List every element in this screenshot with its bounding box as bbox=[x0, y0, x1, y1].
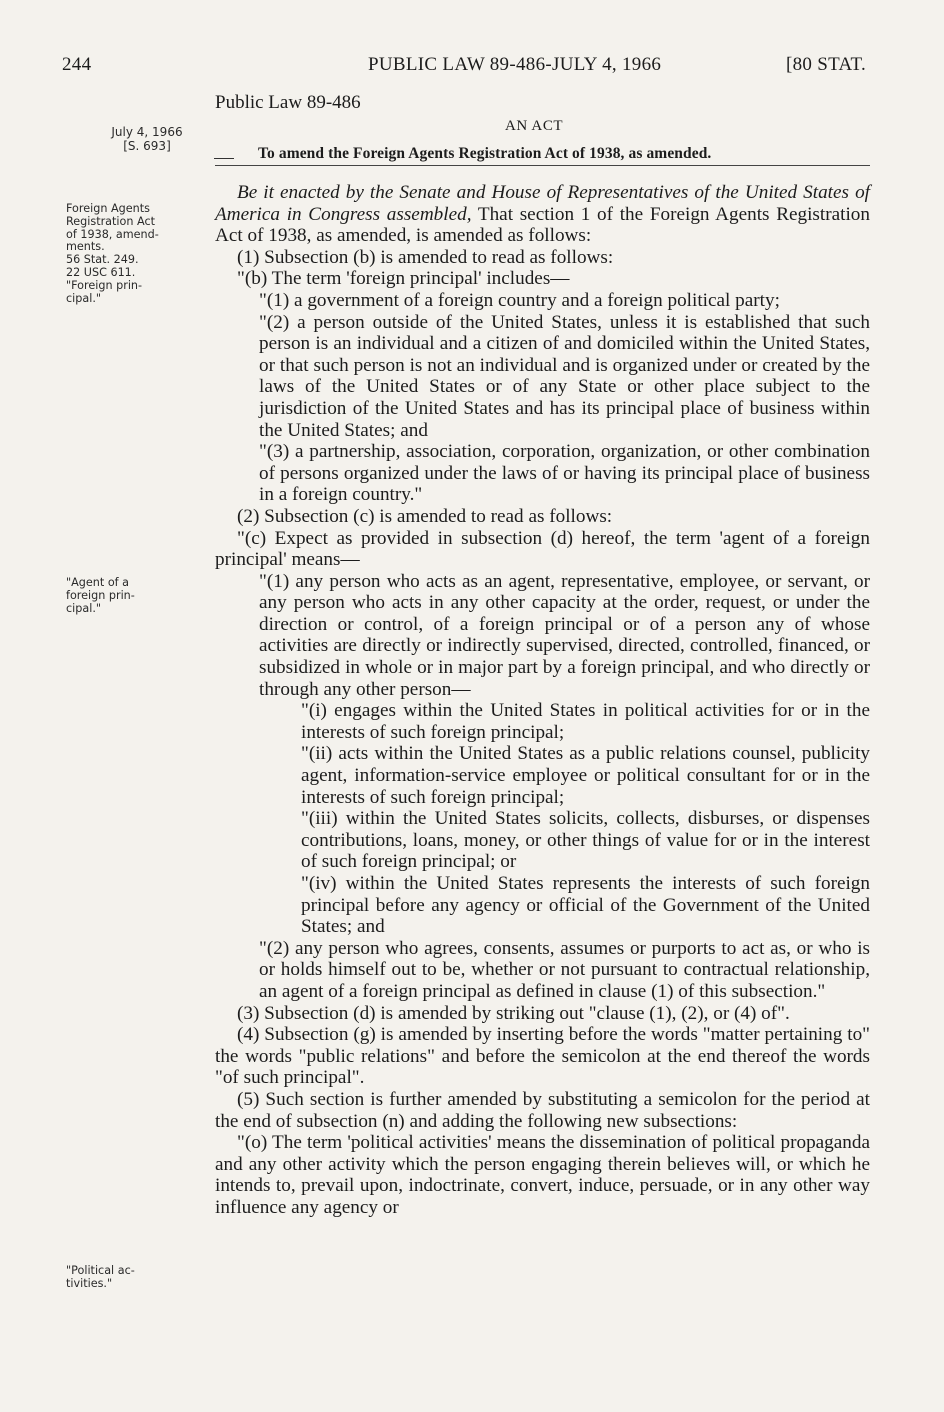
margin-divider bbox=[214, 158, 234, 159]
margin-line: Registration Act bbox=[66, 214, 156, 228]
paragraph: (2) Subsection (c) is amended to read as follows: bbox=[237, 505, 613, 527]
paragraph: "(b) The term 'foreign principal' includes— bbox=[237, 268, 570, 290]
paragraph: "(2) any person who agrees, consents, assumes or purports to act as, or who is or holds himself out to be, whether or not pursuant to contractual relationship, an agent of a foreign principal as defined in clause (1) of this subsection." bbox=[259, 937, 870, 1002]
margin-line: 22 USC 611. bbox=[66, 265, 136, 279]
margin-line: cipal." bbox=[66, 601, 102, 615]
margin-note-far bbox=[66, 203, 236, 305]
paragraph: "(i) engages within the United States in political activities for or in the interests of such foreign principal; bbox=[301, 700, 870, 743]
act-heading: AN ACT bbox=[505, 118, 564, 134]
body-text bbox=[215, 182, 870, 1219]
paragraph: "(1) a government of a foreign country and a foreign political party; bbox=[259, 289, 780, 311]
enacting-rest: That section 1 of the Foreign Agents Registration Act of 1938, as amended, is amended as follows: bbox=[215, 203, 870, 247]
margin-line: "Foreign prin- bbox=[66, 278, 143, 292]
paragraph: (4) Subsection (g) is amended by inserting before the words "matter pertaining to" the words "public relations" and before the semicolon at the end thereof the words "of such principal". bbox=[215, 1024, 870, 1089]
enacting-italic: Be it enacted by the Senate and House of Representatives of the United States of America in Congress assembled, bbox=[215, 182, 870, 225]
page-number: 244 bbox=[62, 54, 92, 75]
margin-line: "Political ac- bbox=[66, 1264, 135, 1277]
margin-line: ments. bbox=[66, 240, 105, 254]
paragraph: "(iv) within the United States represents the interests of such foreign principal before any agency or official of the Government of the United States; and bbox=[301, 873, 870, 938]
paragraph: "(2) a person outside of the United States, unless it is established that such person is an individual and a citizen of and domiciled within the United States, or that such person is not an individual and is organized under or created by the laws of the United States or of any State or other place subject to the jurisdiction of the United States and has its principal place of business within the United States; and bbox=[259, 311, 870, 441]
margin-date-note bbox=[92, 125, 202, 153]
paragraph: (5) Such section is further amended by substituting a semicolon for the period at the end of subsection (n) and adding the following new subsections: bbox=[215, 1088, 870, 1132]
paragraph: "(c) Expect as provided in subsection (d) hereof, the term 'agent of a foreign principal' means— bbox=[215, 527, 870, 571]
paragraph: (3) Subsection (d) is amended by striking out "clause (1), (2), or (4) of". bbox=[237, 1002, 790, 1024]
paragraph: "(1) any person who acts as an agent, representative, employee, or servant, or any person who acts in any other capacity at the order, request, or under the direction or control, of a foreign principal or of a person any of whose activities are directly or indirectly supervised, directed, controlled, financed, or subsidized in whole or in major part by a foreign principal, and who directly or through any other person— bbox=[259, 570, 870, 700]
margin-line: 56 Stat. 249. bbox=[66, 253, 139, 267]
paragraph: "(iii) within the United States solicits, collects, disburses, or dispenses contributions, loans, money, or other things of value for or in the interest of such foreign principal; or bbox=[301, 808, 870, 873]
margin-bill: [S. 693] bbox=[123, 139, 171, 153]
paragraph: "(ii) acts within the United States as a public relations counsel, publicity agent, information-service employee or political consultant for or in the interests of such foreign principal; bbox=[301, 743, 870, 808]
margin-note-agent bbox=[66, 577, 236, 615]
enacting-clause bbox=[215, 182, 870, 247]
volume-ref: [80 STAT. bbox=[786, 54, 866, 75]
paragraph: "(3) a partnership, association, corporation, organization, or other combination of persons organized under the laws of or having its principal place of business in a foreign country." bbox=[259, 441, 870, 506]
margin-line: foreign prin- bbox=[66, 588, 135, 602]
heading-rule bbox=[215, 165, 870, 166]
public-law-label: Public Law 89-486 bbox=[215, 92, 361, 113]
act-purpose: To amend the Foreign Agents Registration Act of 1938, as amended. bbox=[258, 145, 712, 162]
margin-note-political bbox=[66, 1265, 236, 1291]
paragraph: (1) Subsection (b) is amended to read as follows: bbox=[237, 246, 614, 268]
margin-date: July 4, 1966 bbox=[111, 125, 183, 139]
margin-line: tivities." bbox=[66, 1276, 113, 1290]
running-title: PUBLIC LAW 89-486-JULY 4, 1966 bbox=[368, 54, 662, 75]
margin-line: cipal." bbox=[66, 291, 102, 305]
margin-line: Foreign Agents bbox=[66, 202, 150, 215]
margin-line: of 1938, amend- bbox=[66, 227, 159, 241]
paragraph: "(o) The term 'political activities' means the dissemination of political propaganda and any other activity which the person engaging therein believes will, or which he intends to, prevail upon, indoctrinate, convert, induce, persuade, or in any other way influence any agency or bbox=[215, 1132, 870, 1218]
margin-line: "Agent of a bbox=[66, 576, 130, 589]
